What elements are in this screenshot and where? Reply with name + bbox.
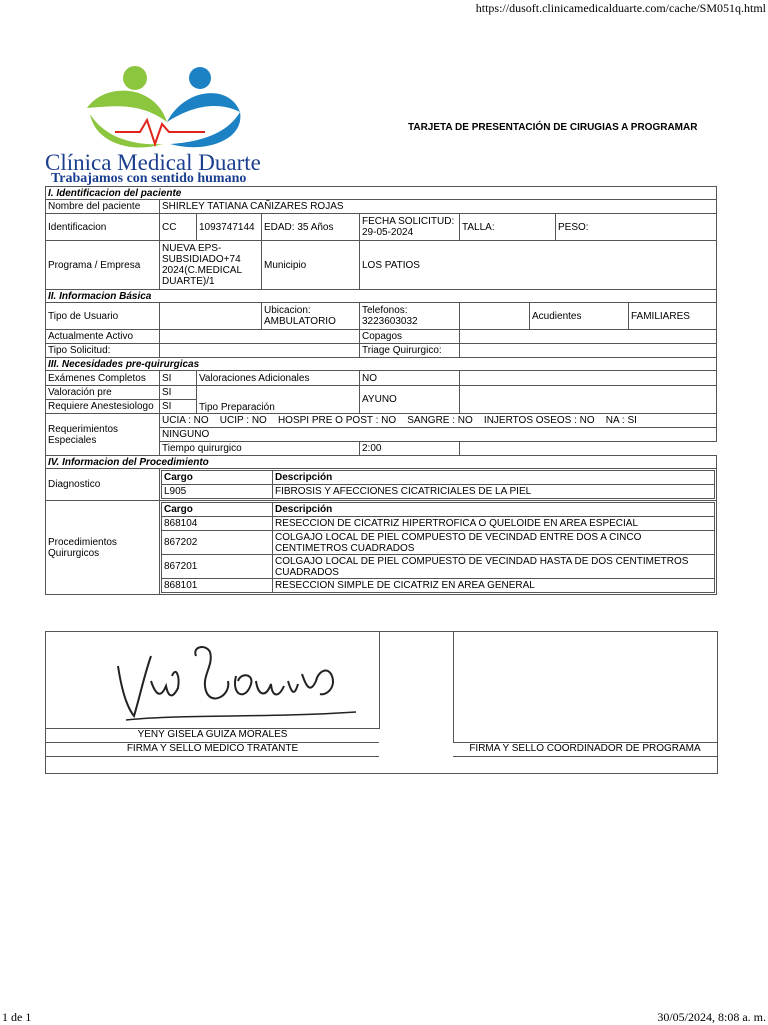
programa-label: Programa / Empresa	[46, 241, 160, 290]
municipio-label: Municipio	[262, 241, 360, 290]
medico-nombre: YENY GISELA GUIZA MORALES	[46, 728, 379, 743]
document-title: TARJETA DE PRESENTACIÓN DE CIRUGIAS A PROGRAMAR	[408, 122, 698, 133]
nombre-label: Nombre del paciente	[46, 200, 160, 214]
req-especiales-line: UCIA : NO UCIP : NO HOSPI PRE O POST : NO SANGRE : NO INJERTOS OSEOS : NO NA : SI	[160, 414, 717, 428]
valoracion-pre-label: Valoración pre	[46, 386, 160, 400]
copagos-value	[460, 330, 717, 344]
tiempo-blank	[460, 442, 717, 456]
copagos-label: Copagos	[360, 330, 460, 344]
diag-desc: FIBROSIS Y AFECCIONES CICATRICIALES DE LA PIEL	[273, 485, 715, 499]
acudientes-label: Acudientes	[530, 303, 629, 330]
tipo-solicitud-label: Tipo Solicitud:	[46, 344, 160, 358]
talla: TALLA:	[460, 214, 556, 241]
signature-block	[45, 631, 718, 774]
proc-cargo: 867201	[162, 555, 273, 579]
diagnostico-table	[161, 470, 715, 499]
valoraciones-blank	[460, 371, 717, 386]
tipo-prep-label: Tipo Preparación	[197, 386, 360, 414]
diag-col-desc: Descripción	[273, 471, 715, 485]
handwritten-signature	[106, 636, 366, 726]
peso: PESO:	[556, 214, 717, 241]
valoraciones-label: Valoraciones Adicionales	[197, 371, 360, 386]
tipo-prep-blank	[460, 386, 717, 414]
programa-value: NUEVA EPS-SUBSIDIADO+74 2024(C.MEDICAL DUARTE)/1	[160, 241, 262, 290]
edad: EDAD: 35 Años	[262, 214, 360, 241]
tipo-usuario-value	[160, 303, 262, 330]
medico-signature-area	[46, 632, 380, 729]
form-table	[45, 186, 717, 595]
clinic-slogan: Trabajamos con sentido humano	[51, 171, 247, 186]
proc-cargo: 868101	[162, 579, 273, 593]
section-2-title: II. Informacion Básica	[46, 290, 717, 303]
sello-area	[379, 632, 454, 743]
req-ninguno: NINGUNO	[160, 428, 717, 442]
tiempo-value: 2:00	[360, 442, 460, 456]
coordinador-signature-area	[453, 632, 717, 743]
examenes-label: Exámenes Completos	[46, 371, 160, 386]
form-container	[45, 186, 716, 595]
procedimientos-table	[161, 502, 715, 593]
diagnostico-label: Diagnostico	[46, 469, 160, 501]
activo-label: Actualmente Activo	[46, 330, 160, 344]
valoraciones-value: NO	[360, 371, 460, 386]
proc-cargo: 868104	[162, 517, 273, 531]
procedimientos-label: Procedimientos Quirurgicos	[46, 501, 160, 595]
page-counter: 1 de 1	[2, 1010, 32, 1024]
tipo-solicitud-value	[160, 344, 360, 358]
examenes-value: SI	[160, 371, 197, 386]
diag-col-cargo: Cargo	[162, 471, 273, 485]
clinic-name: Clínica Medical Duarte	[45, 150, 261, 175]
tipo-doc: CC	[160, 214, 197, 241]
proc-desc: COLGAJO LOCAL DE PIEL COMPUESTO DE VECINDAD HASTA DE DOS CENTIMETROS CUADRADOS	[273, 555, 715, 579]
proc-cargo: 867202	[162, 531, 273, 555]
acudientes-value: FAMILIARES	[629, 303, 717, 330]
print-datetime: 30/05/2024, 8:08 a. m.	[657, 1010, 766, 1024]
table-row	[162, 531, 715, 555]
fecha-solicitud: FECHA SOLICITUD: 29-05-2024	[360, 214, 460, 241]
valoracion-pre-value: SI	[160, 386, 197, 400]
medico-label: FIRMA Y SELLO MEDICO TRATANTE	[46, 742, 379, 757]
ubicacion: Ubicacion: AMBULATORIO	[262, 303, 360, 330]
triage-value	[460, 344, 717, 358]
num-doc: 1093747144	[197, 214, 262, 241]
activo-value	[160, 330, 360, 344]
proc-desc: COLGAJO LOCAL DE PIEL COMPUESTO DE VECINDAD ENTRE DOS A CINCO CENTIMETROS CUADRADOS	[273, 531, 715, 555]
page-url: https://dusoft.clinicamedicalduarte.com/cache/SM051q.html	[475, 1, 766, 15]
tipo-prep-value: AYUNO	[360, 386, 460, 414]
coordinador-label: FIRMA Y SELLO COORDINADOR DE PROGRAMA	[453, 742, 717, 757]
section-4-title: IV. Informacion del Procedimiento	[46, 456, 717, 469]
tiempo-label: Tiempo quirurgico	[160, 442, 360, 456]
proc-col-desc: Descripción	[273, 503, 715, 517]
nombre-value: SHIRLEY TATIANA CAÑIZARES ROJAS	[160, 200, 717, 214]
table-row	[162, 517, 715, 531]
table-row	[162, 555, 715, 579]
section-3-title: III. Necesidades pre-quirurgicas	[46, 358, 717, 371]
municipio-value: LOS PATIOS	[360, 241, 717, 290]
triage-label: Triage Quirurgico:	[360, 344, 460, 358]
req-especiales-label: Requerimientos Especiales	[46, 414, 160, 456]
tipo-usuario-label: Tipo de Usuario	[46, 303, 160, 330]
section-1-title: I. Identificacion del paciente	[46, 187, 717, 200]
table-row	[162, 485, 715, 499]
anestesiologo-value: SI	[160, 400, 197, 414]
table-row	[162, 579, 715, 593]
proc-col-cargo: Cargo	[162, 503, 273, 517]
proc-desc: RESECCION SIMPLE DE CICATRIZ EN AREA GENERAL	[273, 579, 715, 593]
clinic-logo	[45, 62, 285, 186]
blank-cell	[460, 303, 530, 330]
anestesiologo-label: Requiere Anestesiologo	[46, 400, 160, 414]
ident-label: Identificacion	[46, 214, 160, 241]
diag-cargo: L905	[162, 485, 273, 499]
proc-desc: RESECCION DE CICATRIZ HIPERTROFICA O QUELOIDE EN AREA ESPECIAL	[273, 517, 715, 531]
logo-figures-icon	[45, 62, 285, 157]
telefonos: Telefonos: 3223603032	[360, 303, 460, 330]
